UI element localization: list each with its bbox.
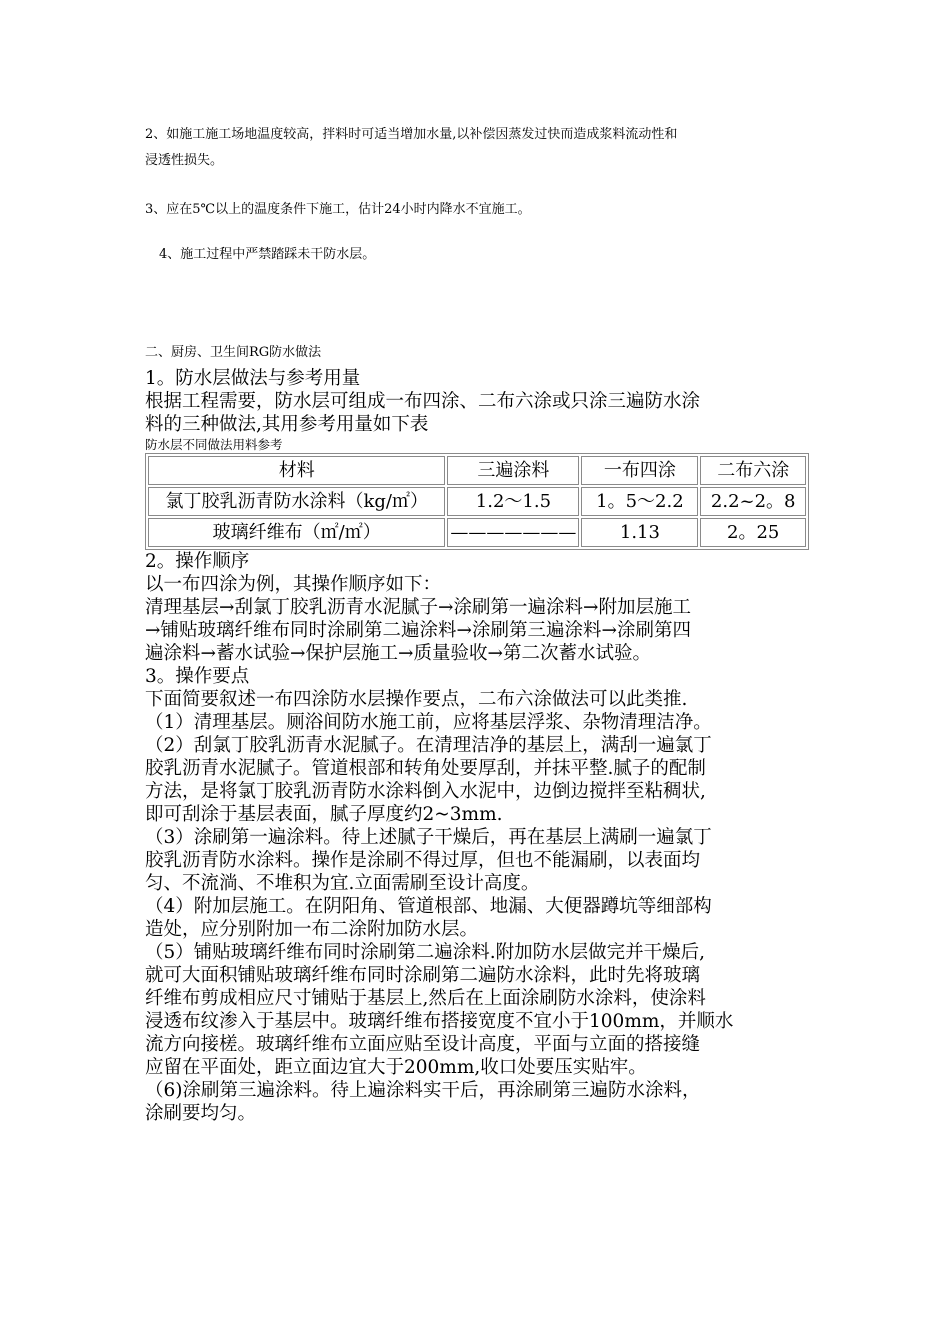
table-cell: 氯丁胶乳沥青防水涂料（kg/㎡）	[148, 487, 445, 516]
intro-line-1: 根据工程需要，防水层可组成一布四涂、二布六涂或只涂三遍防水涂	[145, 391, 701, 412]
sequence-line: 清理基层→刮氯丁胶乳沥青水泥腻子→涂刷第一遍涂料→附加层施工	[145, 597, 692, 618]
point-2-line: 胶乳沥青水泥腻子。管道根部和转角处要厚刮，并抹平整.腻子的配制	[145, 758, 706, 779]
materials-table	[145, 453, 809, 550]
point-2-line: 方法，是将氯丁胶乳沥青防水涂料倒入水泥中，边倒边搅拌至粘稠状,	[145, 781, 706, 802]
point-5-line: 流方向接槎。玻璃纤维布立面应贴至设计高度，平面与立面的搭接缝	[145, 1034, 701, 1055]
point-5-line: 就可大面积铺贴玻璃纤维布同时涂刷第二遍防水涂料，此时先将玻璃	[145, 965, 701, 986]
table-cell: 1.2～1.5	[447, 487, 579, 516]
table-header-row	[148, 456, 806, 485]
table-row	[148, 487, 806, 516]
point-3-line: 胶乳沥青防水涂料。操作是涂刷不得过厚，但也不能漏刷，以表面均	[145, 850, 701, 871]
point-1-line: （1）清理基层。厕浴间防水施工前，应将基层浮浆、杂物清理洁净。	[145, 712, 712, 733]
table-cell: 玻璃纤维布（㎡/㎡）	[148, 518, 445, 547]
table-cell: 2。25	[700, 518, 806, 547]
point-4-line: 造处，应分别附加一布二涂附加防水层。	[145, 919, 479, 940]
point-5-line: 浸透布纹渗入于基层中。玻璃纤维布搭接宽度不宜小于100mm，并顺水	[145, 1011, 734, 1032]
point-4-line: （4）附加层施工。在阴阳角、管道根部、地漏、大便器蹲坑等细部构	[145, 896, 712, 917]
point-3-line: （3）涂刷第一遍涂料。待上述腻子干燥后，再在基层上满刷一遍氯丁	[145, 827, 712, 848]
table-cell: 2.2~2。8	[700, 487, 806, 516]
point-3-line: 匀、不流淌、不堆积为宜.立面需刷至设计高度。	[145, 873, 540, 894]
table-header-cell: 二布六涂	[700, 456, 806, 485]
main-content	[145, 367, 815, 1125]
table-row	[148, 518, 806, 547]
table-caption: 防水层不同做法用料参考	[145, 437, 283, 452]
table-cell: 1.13	[581, 518, 698, 547]
point-5-line: 应留在平面处，距立面边宜大于200mm,收口处要压实贴牢。	[145, 1057, 647, 1078]
note-3: 3、应在5℃以上的温度条件下施工，估计24小时内降水不宜施工。	[145, 202, 531, 217]
note-2-line-1: 2、如施工施工场地温度较高，拌料时可适当增加水量,以补偿因蒸发过快而造成浆料流动性和	[145, 127, 678, 142]
sequence-line: →铺贴玻璃纤维布同时涂刷第二遍涂料→涂刷第三遍涂料→涂刷第四	[145, 620, 692, 641]
point-5-line: （5）铺贴玻璃纤维布同时涂刷第二遍涂料.附加防水层做完并干燥后,	[145, 942, 706, 963]
heading-1: 1。防水层做法与参考用量	[145, 368, 361, 389]
sequence-intro: 以一布四涂为例，其操作顺序如下：	[145, 574, 442, 595]
point-2-line: 即可刮涂于基层表面，腻子厚度约2~3mm.	[145, 804, 503, 825]
intro-line-2: 料的三种做法,其用参考用量如下表	[145, 414, 429, 435]
note-2-line-2: 浸透性损失。	[145, 153, 224, 168]
sequence-line: 遍涂料→蓄水试验→保护层施工→质量验收→第二次蓄水试验。	[145, 643, 652, 664]
point-5-line: 纤维布剪成相应尺寸铺贴于基层上,然后在上面涂刷防水涂料，使涂料	[145, 988, 706, 1009]
heading-2: 2。操作顺序	[145, 551, 250, 572]
section-heading: 二、厨房、卫生间RG防水做法	[145, 345, 322, 360]
note-4: 4、施工过程中严禁踏踩未干防水层。	[159, 247, 376, 262]
point-6-line: （6)涂刷第三遍涂料。待上遍涂料实干后，再涂刷第三遍防水涂料，	[145, 1080, 701, 1101]
table-header-cell: 一布四涂	[581, 456, 698, 485]
table-cell: 1。5～2.2	[581, 487, 698, 516]
table-header-cell: 三遍涂料	[447, 456, 579, 485]
heading-3: 3。操作要点	[145, 666, 250, 687]
point-2-line: （2）刮氯丁胶乳沥青水泥腻子。在清理洁净的基层上，满刮一遍氯丁	[145, 735, 712, 756]
table-header-cell: 材料	[148, 456, 445, 485]
table-cell: ———————	[447, 518, 579, 547]
points-intro: 下面简要叙述一布四涂防水层操作要点，二布六涂做法可以此类推.	[145, 689, 688, 710]
point-6-line: 涂刷要均匀。	[145, 1103, 257, 1124]
